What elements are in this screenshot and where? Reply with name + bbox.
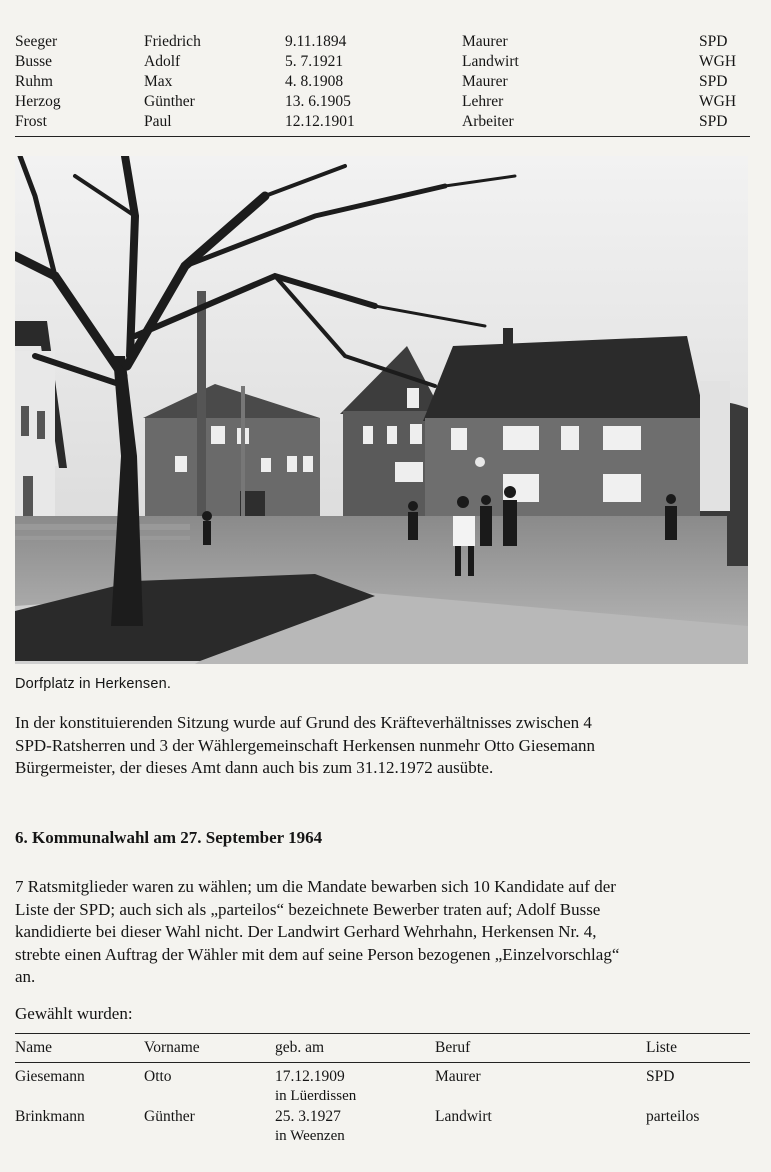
beruf-cell: Landwirt	[435, 1108, 492, 1125]
birthdate-cell: 25. 3.1927	[275, 1108, 341, 1125]
header-beruf: Beruf	[435, 1039, 471, 1056]
birthdate-cell: 12.12.1901	[285, 113, 355, 130]
birthdate-cell: 5. 7.1921	[285, 53, 344, 70]
beruf-cell: Lehrer	[462, 93, 504, 110]
paragraph-line: kandidierte bei dieser Wahl nicht. Der Landwirt Gerhard Wehrhahn, Herkensen Nr. 4,	[15, 922, 597, 941]
beruf-cell: Maurer	[462, 73, 508, 90]
table-row	[0, 92, 771, 112]
paragraph-wahl	[15, 876, 752, 989]
liste-cell: SPD	[699, 113, 728, 130]
vorname-cell: Friedrich	[144, 33, 201, 50]
vorname-cell: Max	[144, 73, 173, 90]
liste-cell: WGH	[699, 93, 737, 110]
birthdate-cell: 9.11.1894	[285, 33, 347, 50]
liste-cell: SPD	[646, 1068, 675, 1085]
vorname-cell: Adolf	[144, 53, 181, 70]
liste-cell: SPD	[699, 73, 728, 90]
header-liste: Liste	[646, 1039, 677, 1056]
table-header-rule	[15, 1062, 750, 1063]
liste-cell: SPD	[699, 33, 728, 50]
liste-cell: WGH	[699, 53, 737, 70]
liste-cell: parteilos	[646, 1108, 700, 1125]
beruf-cell: Arbeiter	[462, 113, 514, 130]
paragraph-line: In der konstituierenden Sitzung wurde auf Grund des Kräfteverhältnisses zwischen 4	[15, 713, 592, 732]
table-top-rule	[15, 1033, 750, 1034]
photo-illustration	[15, 156, 748, 664]
village-square-photo	[15, 156, 748, 664]
beruf-cell: Maurer	[435, 1068, 481, 1085]
table-row	[0, 32, 771, 52]
table-row	[0, 72, 771, 92]
vorname-cell: Otto	[144, 1068, 172, 1085]
ball	[475, 457, 485, 467]
name-cell: Frost	[15, 113, 47, 130]
table-bottom-rule	[15, 136, 750, 137]
header-vorname: Vorname	[144, 1039, 200, 1056]
paragraph-line: strebte einen Auftrag der Wähler mit dem auf seine Person bezogenen „Einzelvorschlag“	[15, 944, 620, 964]
name-cell: Brinkmann	[15, 1108, 85, 1125]
beruf-cell: Landwirt	[462, 53, 519, 70]
birthplace-cell: in Weenzen	[275, 1128, 345, 1144]
gewaehlt-label: Gewählt wurden:	[15, 1004, 133, 1023]
paragraph-line: SPD-Ratsherren und 3 der Wählergemeinschaft Herkensen nunmehr Otto Giesemann	[15, 735, 596, 755]
section-heading: 6. Kommunalwahl am 27. September 1964	[15, 828, 323, 847]
vorname-cell: Günther	[144, 1108, 195, 1125]
paragraph-line: Bürgermeister, der dieses Amt dann auch bis zum 31.12.1972 ausübte.	[15, 758, 494, 777]
vorname-cell: Günther	[144, 93, 195, 110]
name-cell: Busse	[15, 53, 53, 70]
table-row	[0, 52, 771, 72]
birthplace-cell: in Lüerdissen	[275, 1088, 357, 1104]
name-cell: Ruhm	[15, 73, 53, 90]
paragraph-line: Liste der SPD; auch sich als „parteilos“ bezeichnete Bewerber traten auf; Adolf Busse	[15, 899, 601, 919]
name-cell: Giesemann	[15, 1068, 85, 1085]
birthdate-cell: 13. 6.1905	[285, 93, 351, 110]
table-row	[0, 112, 771, 132]
beruf-cell: Maurer	[462, 33, 508, 50]
paragraph-line: an.	[15, 967, 36, 986]
header-name: Name	[15, 1039, 53, 1056]
birthdate-cell: 17.12.1909	[275, 1068, 345, 1085]
paragraph-line: 7 Ratsmitglieder waren zu wählen; um die Mandate bewarben sich 10 Kandidate auf der	[15, 877, 616, 896]
birthdate-cell: 4. 8.1908	[285, 73, 344, 90]
header-geb: geb. am	[275, 1039, 325, 1056]
name-cell: Herzog	[15, 93, 61, 110]
photo-caption: Dorfplatz in Herkensen.	[15, 676, 172, 692]
vorname-cell: Paul	[144, 113, 172, 130]
paragraph-sitzung	[15, 712, 752, 780]
name-cell: Seeger	[15, 33, 58, 50]
